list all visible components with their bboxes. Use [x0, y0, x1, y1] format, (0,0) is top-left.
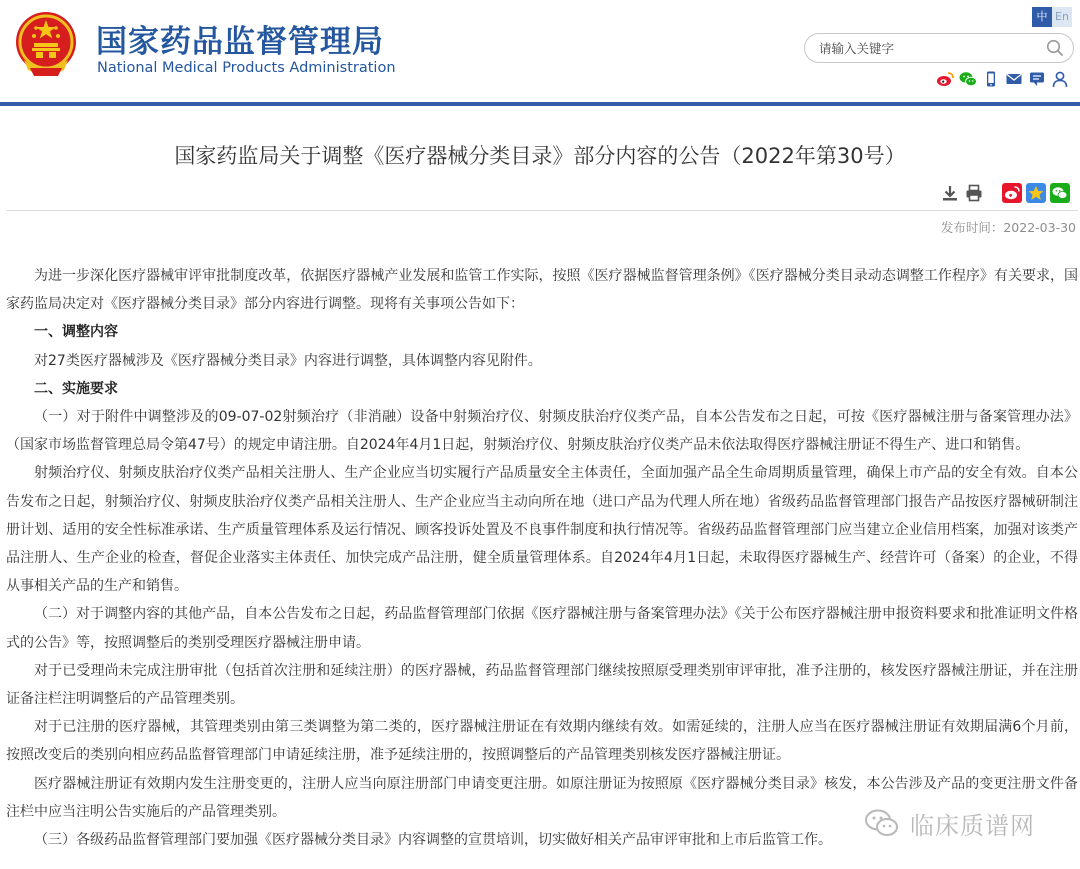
site-logo-en[interactable]: National Medical Products Administration: [97, 60, 396, 76]
article-body: [6, 262, 1078, 854]
site-header: [0, 0, 1080, 106]
lang-zh-button[interactable]: 中: [1032, 7, 1052, 27]
paragraph: （三）各级药品监督管理部门要加强《医疗器械分类目录》内容调整的宣贯培训，切实做好相关产品审评审批和上市后监管工作。: [34, 832, 832, 849]
watermark-text: 临床质谱网: [910, 811, 1035, 840]
watermark-wechat-icon: [864, 808, 900, 838]
mail-icon[interactable]: [1005, 70, 1023, 88]
search-box: [804, 33, 1074, 63]
section-heading-1: 一、调整内容: [34, 324, 118, 341]
search-icon[interactable]: [1046, 39, 1064, 57]
share-weibo-icon[interactable]: [1002, 183, 1022, 203]
paragraph-intro: 为进一步深化医疗器械审评审批制度改革，依据医疗器械产业发展和监管工作实际，按照《医疗器械监督管理条例》《医疗器械分类目录动态调整工作程序》有关要求，国家药监局决定对《医疗器械分类目录》部分内容进行调整。现将有关事项公告如下：: [6, 268, 1078, 313]
paragraph: 对27类医疗器械涉及《医疗器械分类目录》内容进行调整，具体调整内容见附件。: [34, 352, 542, 369]
publish-date: 发布时间：2022-03-30: [940, 220, 1076, 235]
paragraph: （一）对于附件中调整涉及的09-07-02射频治疗（非消融）设备中射频治疗仪、射频皮肤治疗仪类产品，自本公告发布之日起，可按《医疗器械注册与备案管理办法》（国家市场监督管理总局令第47号）的规定申请注册。自2024年4月1日起，射频治疗仪、射频皮肤治疗仪类产品未依法取得医疗器械注册证不得生产、进口和销售。: [6, 409, 1078, 454]
share-wechat-icon[interactable]: [1050, 183, 1070, 203]
article-tools: [940, 183, 1070, 203]
download-icon[interactable]: [940, 183, 960, 203]
paragraph: 对于已受理尚未完成注册审批（包括首次注册和延续注册）的医疗器械，药品监督管理部门继续按照原受理类别审评审批，准予注册的，核发医疗器械注册证，并在注册证备注栏注明调整后的产品管理类别。: [6, 662, 1078, 708]
share-qzone-icon[interactable]: [1026, 183, 1046, 203]
paragraph: （二）对于调整内容的其他产品，自本公告发布之日起，药品监督管理部门依据《医疗器械注册与备案管理办法》《关于公布医疗器械注册申报资料要求和批准证明文件格式的公告》等，按照调整后的类别受理医疗器械注册申请。: [6, 606, 1078, 651]
language-switch: [1032, 7, 1072, 27]
article-title: 国家药监局关于调整《医疗器械分类目录》部分内容的公告（2022年第30号）: [174, 144, 906, 168]
weibo-icon[interactable]: [936, 70, 954, 88]
watermark: [864, 808, 1035, 838]
social-links: [936, 70, 1069, 88]
header-divider-bar: [0, 102, 1080, 106]
print-icon[interactable]: [964, 183, 984, 203]
title-divider: [6, 210, 1078, 211]
search-input[interactable]: [819, 38, 1039, 58]
site-logo-cn[interactable]: 国家药品监督管理局: [96, 24, 384, 60]
section-heading-2: 二、实施要求: [34, 380, 118, 397]
user-icon[interactable]: [1051, 70, 1069, 88]
paragraph: 射频治疗仪、射频皮肤治疗仪类产品相关注册人、生产企业应当切实履行产品质量安全主体责任，全面加强产品全生命周期质量管理，确保上市产品的安全有效。自本公告发布之日起，射频治疗仪、射频皮肤治疗仪类产品相关注册人、生产企业应当主动向所在地（进口产品为代理人所在地）省级药品监督管理部门报告产品按医疗器械研制注册计划、适用的安全性标准承诺、生产质量管理体系及运行情况、顾客投诉处置及不良事件制度和执行情况等。省级药品监督管理部门应当建立企业信用档案，加强对该类产品注册人、生产企业的检查，督促企业落实主体责任、加快完成产品注册，健全质量管理体系。自2024年4月1日起，未取得医疗器械生产、经营许可（备案）的企业，不得从事相关产品的生产和销售。: [6, 465, 1078, 595]
national-emblem-icon: [14, 10, 78, 78]
paragraph: 对于已注册的医疗器械，其管理类别由第三类调整为第二类的，医疗器械注册证在有效期内继续有效。如需延续的，注册人应当在医疗器械注册证有效期届满6个月前，按照改变后的类别向相应药品监督管理部门申请延续注册，准予延续注册的，按照调整后的产品管理类别核发医疗器械注册证。: [6, 719, 1078, 764]
wechat-icon[interactable]: [959, 70, 977, 88]
lang-en-button[interactable]: En: [1052, 7, 1072, 27]
feedback-icon[interactable]: [1028, 70, 1046, 88]
paragraph: 医疗器械注册证有效期内发生注册变更的，注册人应当向原注册部门申请变更注册。如原注册证为按照原《医疗器械分类目录》核发，本公告涉及产品的变更注册文件备注栏中应当注明公告实施后的产品管理类别。: [6, 775, 1078, 820]
mobile-icon[interactable]: [982, 70, 1000, 88]
